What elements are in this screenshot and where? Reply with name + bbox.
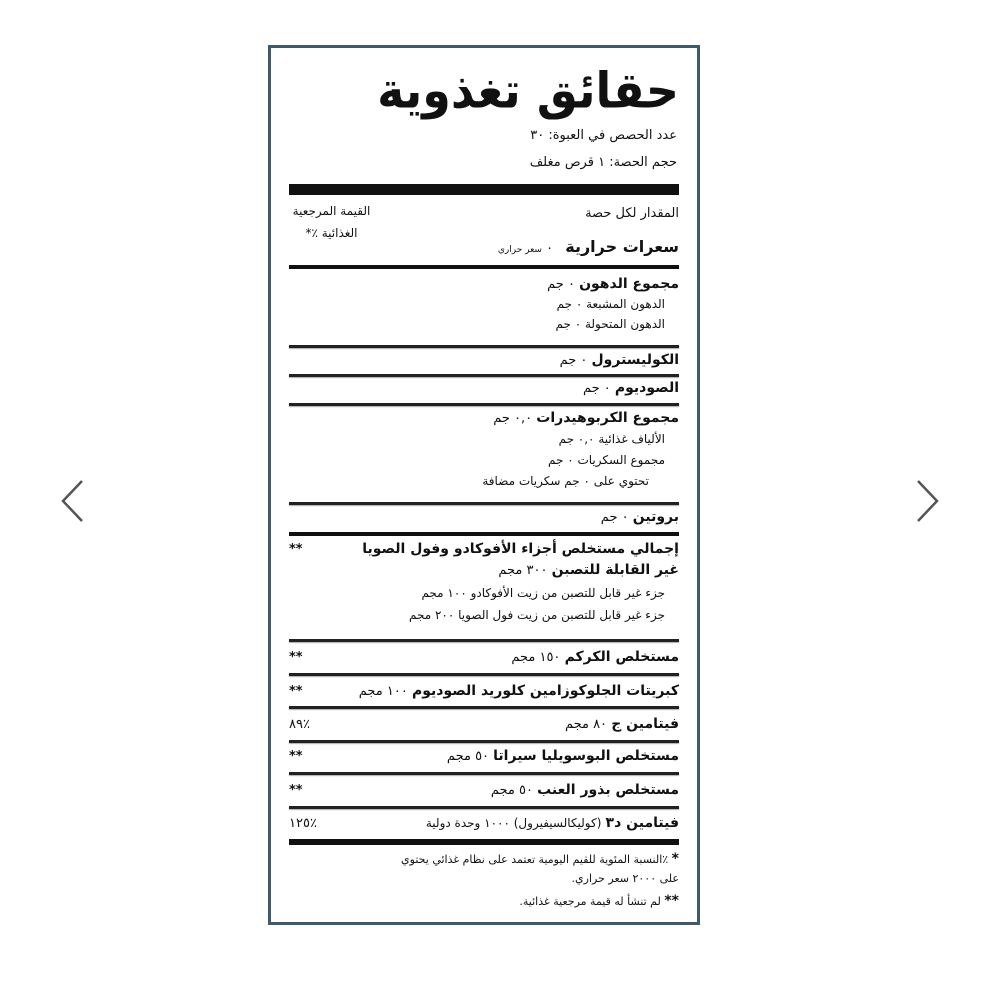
boswellia-row (289, 748, 679, 765)
glucosamine-dv: ** (289, 684, 303, 699)
boswellia-value: ٥٠ مجم (446, 749, 490, 764)
protein-label: بروتين (632, 509, 679, 525)
footnote-1-mark: * (671, 851, 679, 867)
glucosamine-row (289, 683, 679, 700)
footnote-1-cont: على ٢٠٠٠ سعر حراري. (571, 872, 679, 885)
vitamin-c-row (289, 716, 679, 733)
serving-size: حجم الحصة: ١ قرص مغلف (529, 155, 677, 170)
saturated-fat-row: الدهون المشبعة ٠ جم (556, 297, 665, 311)
grape-seed-dv: ** (289, 783, 303, 798)
turmeric-dv: ** (289, 650, 303, 665)
divider (289, 374, 679, 377)
footnote-2 (289, 891, 679, 912)
total-carbs-row (289, 410, 679, 427)
asu-soy-row: جزء غير قابل للتصبن من زيت فول الصويا ٢٠٠ مجم (408, 608, 665, 622)
divider-thick (289, 839, 679, 845)
asu-total-row-2 (289, 562, 679, 579)
calories-row (289, 238, 679, 259)
divider (289, 673, 679, 676)
vitamin-c-dv: ٪٨٩ (289, 717, 310, 732)
protein-row (289, 509, 679, 526)
turmeric-value: ١٥٠ مجم (511, 650, 561, 665)
boswellia-label: مستخلص البوسويليا سيراتا (493, 748, 679, 764)
asu-total-line2-label: غير القابلة للتصبن (551, 562, 679, 578)
grape-seed-row (289, 782, 679, 799)
asu-avocado-row: جزء غير قابل للتصبن من زيت الأفوكادو ١٠٠ مجم (421, 586, 665, 600)
total-carbs-label: مجموع الكربوهيدرات (536, 410, 679, 426)
grape-seed-value: ٥٠ مجم (490, 783, 533, 798)
asu-total-value: ٣٠٠ مجم (498, 563, 548, 578)
glucosamine-label: كبريتات الجلوكوزامين كلوريد الصوديوم (411, 683, 679, 699)
vitamin-d3-label: فيتامين د٣ (605, 815, 679, 831)
asu-total-row (289, 541, 679, 558)
total-fat-label: مجموع الدهون (579, 276, 679, 292)
footnote-2-text: لم تنشأ له قيمة مرجعية غذائية. (519, 895, 661, 908)
divider (289, 740, 679, 743)
divider (289, 706, 679, 709)
dv-header-line2: الغذائية ٪* (305, 226, 358, 240)
vitamin-c-label: فيتامين ج (611, 716, 679, 732)
turmeric-row (289, 649, 679, 666)
divider (289, 806, 679, 809)
total-sugars-row: مجموع السكريات ٠ جم (547, 453, 665, 467)
next-image-button[interactable] (912, 478, 942, 524)
footnote-1 (289, 849, 679, 870)
vitamin-c-value: ٨٠ مجم (564, 717, 608, 732)
sodium-value: ٠ جم (582, 381, 611, 396)
divider (289, 532, 679, 536)
protein-value: ٠ جم (600, 510, 629, 525)
total-fat-row (289, 276, 679, 293)
added-sugars-row: تحتوي على ٠ جم سكريات مضافة (482, 474, 649, 488)
glucosamine-value: ١٠٠ مجم (358, 684, 408, 699)
total-carbs-value: ٠,٠ جم (493, 411, 533, 426)
total-fat-value: ٠ جم (547, 277, 575, 292)
amount-per-serving: المقدار لكل حصة (585, 206, 679, 221)
trans-fat-row: الدهون المتحولة ٠ جم (555, 317, 665, 331)
sodium-row (289, 380, 679, 397)
dietary-fiber-row: الألياف غذائية ٠,٠ جم (558, 432, 665, 446)
label-title: حقائق تغذوية (377, 60, 679, 120)
sodium-label: الصوديوم (614, 380, 679, 396)
chevron-left-icon (58, 478, 88, 524)
divider (289, 345, 679, 348)
vitamin-d3-row (289, 815, 679, 832)
divider (289, 772, 679, 775)
vitamin-d3-dv: ٪١٢٥ (289, 816, 317, 831)
divider (289, 502, 679, 505)
boswellia-dv: ** (289, 749, 303, 764)
calories-value: ٠ (546, 241, 554, 256)
divider (289, 639, 679, 642)
divider (289, 265, 679, 269)
footnote-2-mark: ** (664, 893, 679, 909)
grape-seed-label: مستخلص بذور العنب (537, 782, 679, 798)
vitamin-d3-detail: (كوليكالسيفيرول) ١٠٠٠ وحدة دولية (425, 816, 602, 830)
footnote-1-line1: ٪النسبة المئوية للقيم اليومية تعتمد على نظام غذائي يحتوي (401, 853, 669, 866)
cholesterol-value: ٠ جم (559, 353, 588, 368)
divider (289, 403, 679, 406)
asu-total-line1: إجمالي مستخلص أجزاء الأفوكادو وفول الصويا (362, 541, 679, 557)
cholesterol-label: الكوليسترول (591, 352, 679, 368)
divider-thick (289, 184, 679, 195)
turmeric-label: مستخلص الكركم (564, 649, 679, 665)
calories-label: سعرات حرارية (565, 237, 679, 256)
chevron-right-icon (912, 478, 942, 524)
nutrition-facts-label (268, 45, 700, 925)
cholesterol-row (289, 352, 679, 369)
dv-header-line1: القيمة المرجعية (292, 204, 371, 218)
asu-total-dv: ** (289, 542, 303, 557)
servings-per-container: عدد الحصص في العبوة: ٣٠ (530, 128, 677, 143)
previous-image-button[interactable] (58, 478, 88, 524)
calories-unit: سعر حراري (497, 245, 542, 255)
